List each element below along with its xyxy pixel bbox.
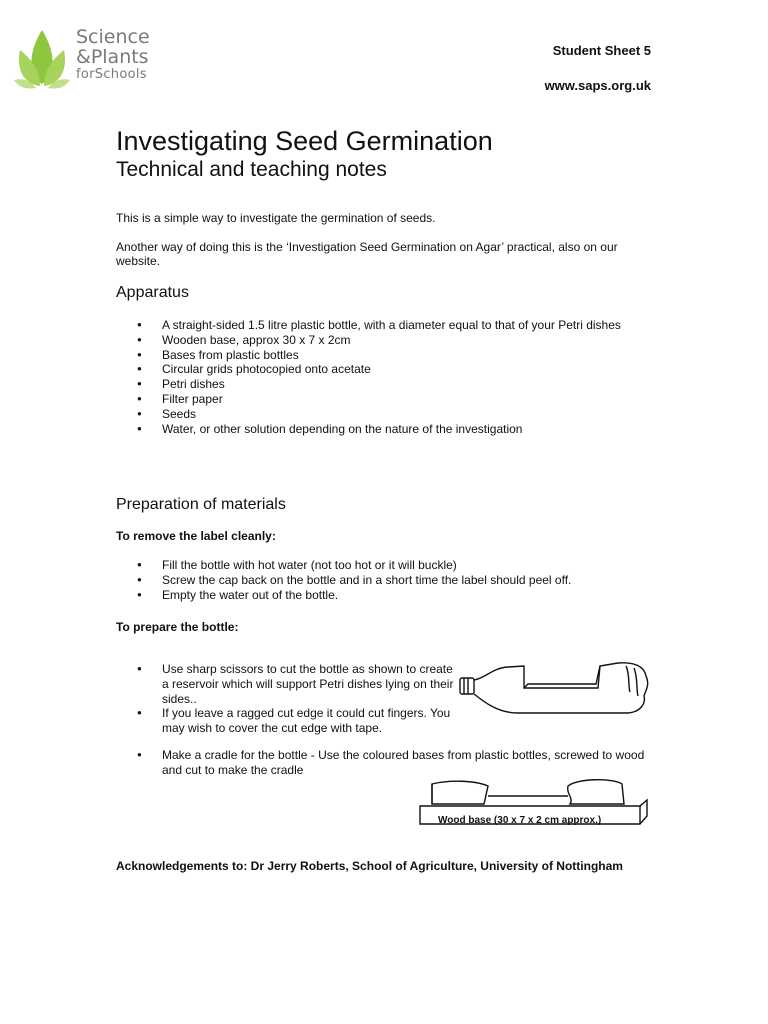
list-item: ● Filter paper — [134, 392, 634, 407]
list-item: ● Water, or other solution depending on the nature of the investigation — [134, 422, 634, 437]
leaf-logo-icon — [12, 26, 72, 96]
list-item: ● Empty the water out of the bottle. — [134, 588, 634, 603]
intro-paragraph-1: This is a simple way to investigate the germination of seeds. — [116, 211, 436, 225]
preparation-heading: Preparation of materials — [116, 496, 286, 513]
list-item: ● Bases from plastic bottles — [134, 348, 634, 363]
page-title: Investigating Seed Germination — [116, 126, 493, 156]
list-item: ● Circular grids photocopied onto acetate — [134, 362, 634, 377]
list-item: ● Seeds — [134, 407, 634, 422]
saps-logo — [12, 20, 177, 110]
page-subtitle: Technical and teaching notes — [116, 158, 387, 181]
list-item: ● Wooden base, approx 30 x 7 x 2cm — [134, 333, 634, 348]
list-item: ● Use sharp scissors to cut the bottle as shown to create a reservoir which will support Petri dishes lying on their sides.. — [134, 662, 454, 706]
list-item: ● Fill the bottle with hot water (not too hot or it will buckle) — [134, 558, 634, 573]
apparatus-list — [134, 318, 634, 436]
bottle-section-heading: To prepare the bottle: — [116, 620, 239, 634]
logo-text-line3: forSchools — [76, 67, 147, 82]
intro-paragraph-2: Another way of doing this is the ‘Investigation Seed Germination on Agar’ practical, also on our website. — [116, 240, 618, 268]
list-item: ● If you leave a ragged cut edge it could cut fingers. You may wish to cover the cut edge with tape. — [134, 706, 454, 736]
website-link[interactable]: www.saps.org.uk — [544, 78, 651, 93]
acknowledgements: Acknowledgements to: Dr Jerry Roberts, School of Agriculture, University of Nottingham — [116, 859, 623, 873]
apparatus-heading: Apparatus — [116, 284, 189, 301]
bottle-steps-list — [134, 662, 454, 736]
logo-text-line1: Science — [76, 26, 150, 48]
diagram-caption: Wood base (30 x 7 x 2 cm approx.) — [438, 815, 602, 826]
list-item: ● Make a cradle for the bottle - Use the coloured bases from plastic bottles, screwed to wood and cut to make the cradle — [134, 748, 654, 778]
sheet-label: Student Sheet 5 — [552, 43, 651, 58]
logo-text-line2: &Plants — [76, 46, 149, 68]
label-section-heading: To remove the label cleanly: — [116, 529, 276, 543]
label-steps-list — [134, 558, 634, 602]
cut-bottle-illustration — [458, 658, 658, 720]
list-item: ● A straight-sided 1.5 litre plastic bottle, with a diameter equal to that of your Petri dishes — [134, 318, 634, 333]
list-item: ● Screw the cap back on the bottle and in a short time the label should peel off. — [134, 573, 634, 588]
list-item: ● Petri dishes — [134, 377, 634, 392]
